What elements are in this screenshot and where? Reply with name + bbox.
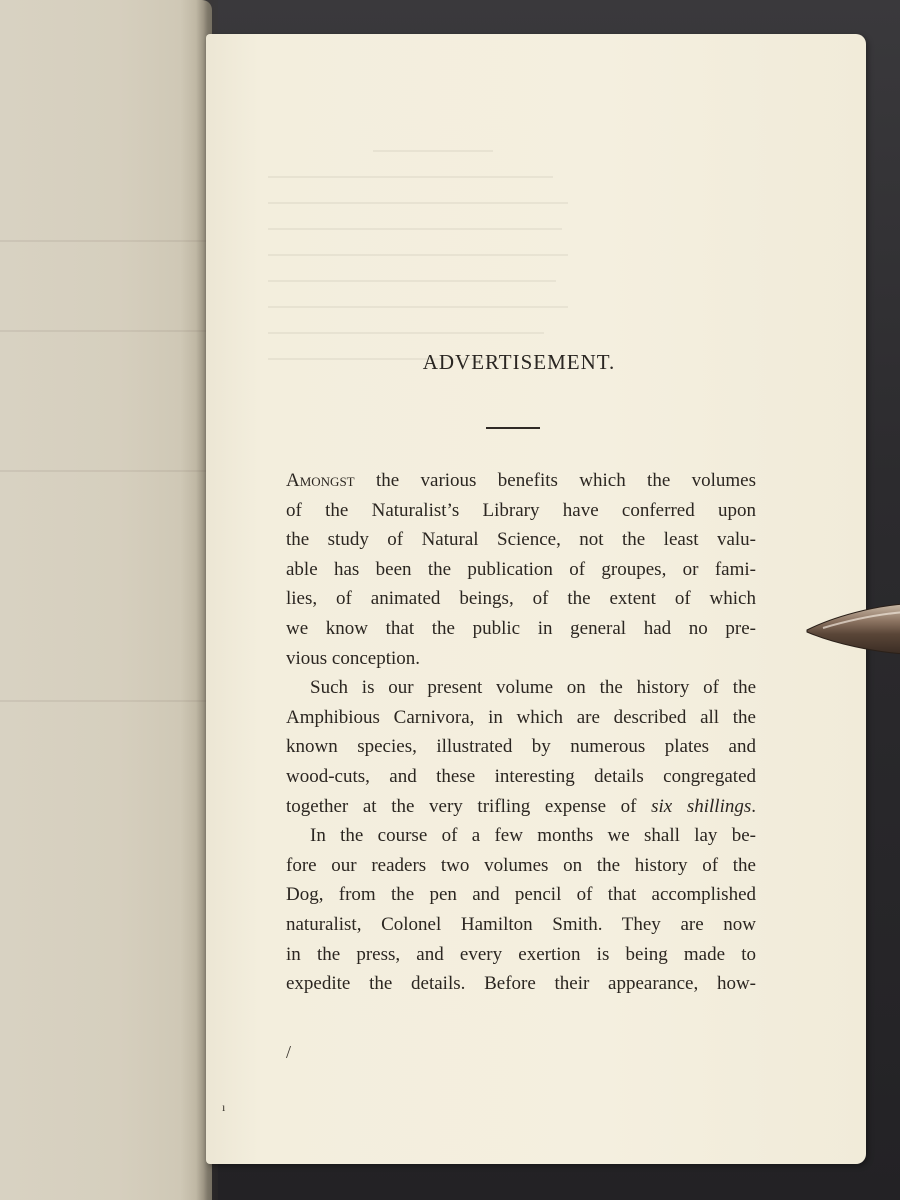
text-line: Such is our present volume on the history of the: [310, 677, 756, 699]
left-page-ghost-line: [0, 240, 210, 242]
text-line: able has been the publication of groupes, or fami-: [286, 558, 756, 580]
left-page: [0, 0, 212, 1200]
paragraph: [286, 466, 756, 673]
heading-rule: [486, 427, 540, 429]
stray-mark: ı: [222, 1100, 226, 1114]
paragraph: [286, 673, 756, 821]
text-line: lies, of animated beings, of the extent of which: [286, 588, 756, 610]
text-line: wood-cuts, and these interesting details congregated: [286, 765, 756, 787]
text-line: [286, 466, 756, 496]
text-line: [286, 792, 756, 822]
left-page-ghost-line: [0, 700, 210, 702]
bleed-through-text: [268, 150, 568, 450]
text-line: vious conception.: [286, 647, 421, 669]
text-line: the study of Natural Science, not the least valu-: [286, 529, 756, 551]
pen-icon: [805, 602, 900, 656]
text-line: naturalist, Colonel Hamilton Smith. They are now: [286, 913, 756, 935]
text-line: of the Naturalist’s Library have conferred upon: [286, 499, 756, 521]
text-line: Dog, from the pen and pencil of that accomplished: [286, 884, 756, 906]
line-text: the various benefits which the volumes: [354, 470, 756, 491]
text-line: Amphibious Carnivora, in which are described all the: [286, 706, 756, 728]
text-line: In the course of a few months we shall lay be-: [310, 825, 756, 847]
text-line: known species, illustrated by numerous plates and: [286, 736, 756, 758]
body-text: [286, 466, 756, 999]
paragraph: [286, 821, 756, 999]
text-line: fore our readers two volumes on the history of the: [286, 854, 756, 876]
page-heading: ADVERTISEMENT.: [422, 350, 616, 374]
left-page-ghost-line: [0, 470, 210, 472]
text-line: we know that the public in general had no pre-: [286, 617, 756, 639]
drop-word: Amongst: [286, 470, 355, 491]
left-page-ghost-line: [0, 330, 210, 332]
line-text: together at the very trifling expense of: [286, 795, 652, 817]
text-line: expedite the details. Before their appearance, how-: [286, 973, 756, 995]
emphasis-text: six shillings: [651, 795, 752, 817]
line-text: .: [751, 795, 756, 817]
text-line: in the press, and every exertion is being made to: [286, 943, 756, 965]
pencil-mark: /: [286, 1042, 292, 1062]
